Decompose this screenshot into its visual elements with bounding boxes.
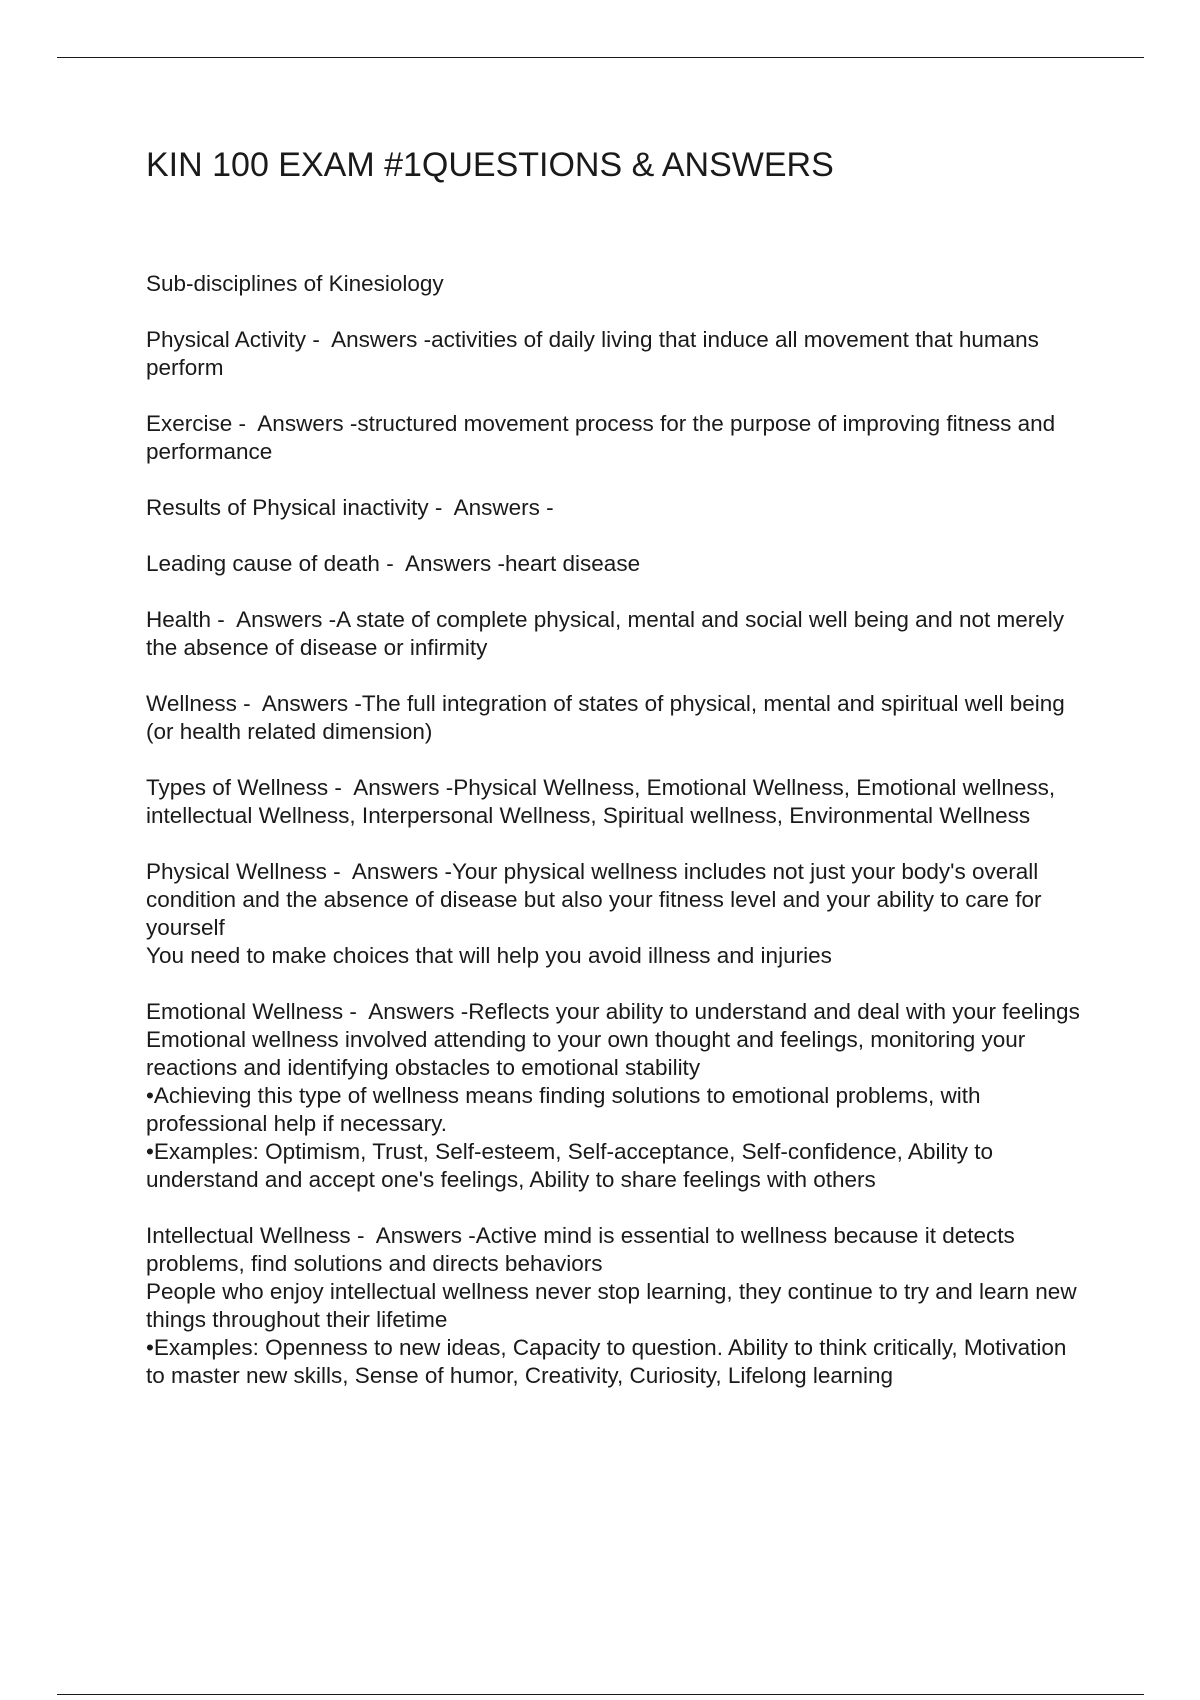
qa-answer-text: Active mind is essential to wellness because it detects problems, find solutions and directs behaviors bbox=[146, 1223, 1015, 1276]
qa-answer-line: You need to make choices that will help you avoid illness and injuries bbox=[146, 943, 832, 968]
qa-entry bbox=[146, 858, 1086, 970]
qa-answer-label: Answers - bbox=[236, 607, 337, 632]
qa-answer-label: Answers - bbox=[257, 411, 358, 436]
qa-answer-label: Answers - bbox=[368, 999, 469, 1024]
qa-entry bbox=[146, 998, 1086, 1194]
qa-term: Results of Physical inactivity bbox=[146, 495, 429, 520]
qa-question-line bbox=[146, 858, 1086, 942]
qa-answer-line: Emotional wellness involved attending to your own thought and feelings, monitoring your reactions and identifying obstacles to emotional stability bbox=[146, 1027, 1026, 1080]
qa-question-line bbox=[146, 494, 1086, 522]
qa-entry bbox=[146, 550, 1086, 578]
qa-answer-text: The full integration of states of physical, mental and spiritual well being (or health related dimension) bbox=[146, 691, 1065, 744]
qa-answer-line: People who enjoy intellectual wellness never stop learning, they continue to try and learn new things throughout their lifetime bbox=[146, 1279, 1077, 1332]
qa-separator: - bbox=[379, 551, 405, 576]
qa-entry bbox=[146, 1222, 1086, 1390]
qa-answer-label: Answers - bbox=[375, 1223, 476, 1248]
section-heading: Sub-disciplines of Kinesiology bbox=[146, 271, 444, 296]
top-rule bbox=[57, 57, 1144, 58]
qa-entry bbox=[146, 494, 1086, 522]
qa-term: Wellness bbox=[146, 691, 237, 716]
qa-answer-line: •Examples: Optimism, Trust, Self-esteem, Self-acceptance, Self-confidence, Ability to understand and accept one's feelings, Ability to share feelings with others bbox=[146, 1139, 993, 1192]
qa-answer-label: Answers - bbox=[351, 859, 452, 884]
qa-answer-label: Answers - bbox=[331, 327, 432, 352]
qa-separator: - bbox=[328, 775, 354, 800]
qa-separator: - bbox=[350, 1223, 376, 1248]
qa-answer-text: Your physical wellness includes not just your body's overall condition and the absence of disease but also your fitness level and your ability to care for yourself bbox=[146, 859, 1042, 940]
qa-term: Leading cause of death bbox=[146, 551, 380, 576]
qa-question-line bbox=[146, 774, 1086, 830]
qa-entry bbox=[146, 774, 1086, 830]
qa-answer-text: Physical Wellness, Emotional Wellness, Emotional wellness, intellectual Wellness, Interpersonal Wellness, Spiritual wellness, Environmental Wellness bbox=[146, 775, 1056, 828]
qa-term: Physical Activity bbox=[146, 327, 307, 352]
qa-question-line bbox=[146, 606, 1086, 662]
qa-separator: - bbox=[343, 999, 369, 1024]
qa-term: Types of Wellness bbox=[146, 775, 329, 800]
bottom-rule bbox=[57, 1694, 1144, 1695]
qa-separator: - bbox=[306, 327, 332, 352]
qa-question-line bbox=[146, 690, 1086, 746]
qa-question-line bbox=[146, 326, 1086, 382]
qa-answer-text: A state of complete physical, mental and social well being and not merely the absence of disease or infirmity bbox=[146, 607, 1064, 660]
qa-term: Exercise bbox=[146, 411, 233, 436]
qa-answer-label: Answers - bbox=[404, 551, 505, 576]
qa-answer-label: Answers - bbox=[261, 691, 362, 716]
qa-answer-text: activities of daily living that induce all movement that humans perform bbox=[146, 327, 1039, 380]
qa-question-line bbox=[146, 550, 1086, 578]
qa-entry bbox=[146, 690, 1086, 746]
qa-list bbox=[146, 270, 1086, 1418]
qa-entry bbox=[146, 606, 1086, 662]
qa-separator: - bbox=[428, 495, 454, 520]
qa-term: Emotional Wellness bbox=[146, 999, 344, 1024]
qa-question-line bbox=[146, 410, 1086, 466]
qa-question-line bbox=[146, 998, 1086, 1026]
qa-answer-text: heart disease bbox=[505, 551, 641, 576]
qa-entry bbox=[146, 410, 1086, 466]
qa-answer-label: Answers - bbox=[453, 495, 554, 520]
qa-separator: - bbox=[236, 691, 262, 716]
qa-separator: - bbox=[211, 607, 237, 632]
qa-separator: - bbox=[326, 859, 352, 884]
qa-answer-line: •Achieving this type of wellness means finding solutions to emotional problems, with professional help if necessary. bbox=[146, 1083, 981, 1136]
qa-answer-line: •Examples: Openness to new ideas, Capacity to question. Ability to think critically, Motivation to master new skills, Sense of humor, Creativity, Curiosity, Lifelong learning bbox=[146, 1335, 1067, 1388]
qa-answer-text: Reflects your ability to understand and deal with your feelings bbox=[468, 999, 1080, 1024]
qa-question-line bbox=[146, 1222, 1086, 1278]
document-title: KIN 100 EXAM #1QUESTIONS & ANSWERS bbox=[146, 146, 834, 184]
qa-container bbox=[146, 326, 1086, 1390]
qa-term: Physical Wellness bbox=[146, 859, 327, 884]
qa-answer-label: Answers - bbox=[353, 775, 454, 800]
qa-entry bbox=[146, 326, 1086, 382]
qa-term: Intellectual Wellness bbox=[146, 1223, 351, 1248]
qa-term: Health bbox=[146, 607, 212, 632]
qa-separator: - bbox=[232, 411, 258, 436]
qa-answer-text: structured movement process for the purpose of improving fitness and performance bbox=[146, 411, 1056, 464]
